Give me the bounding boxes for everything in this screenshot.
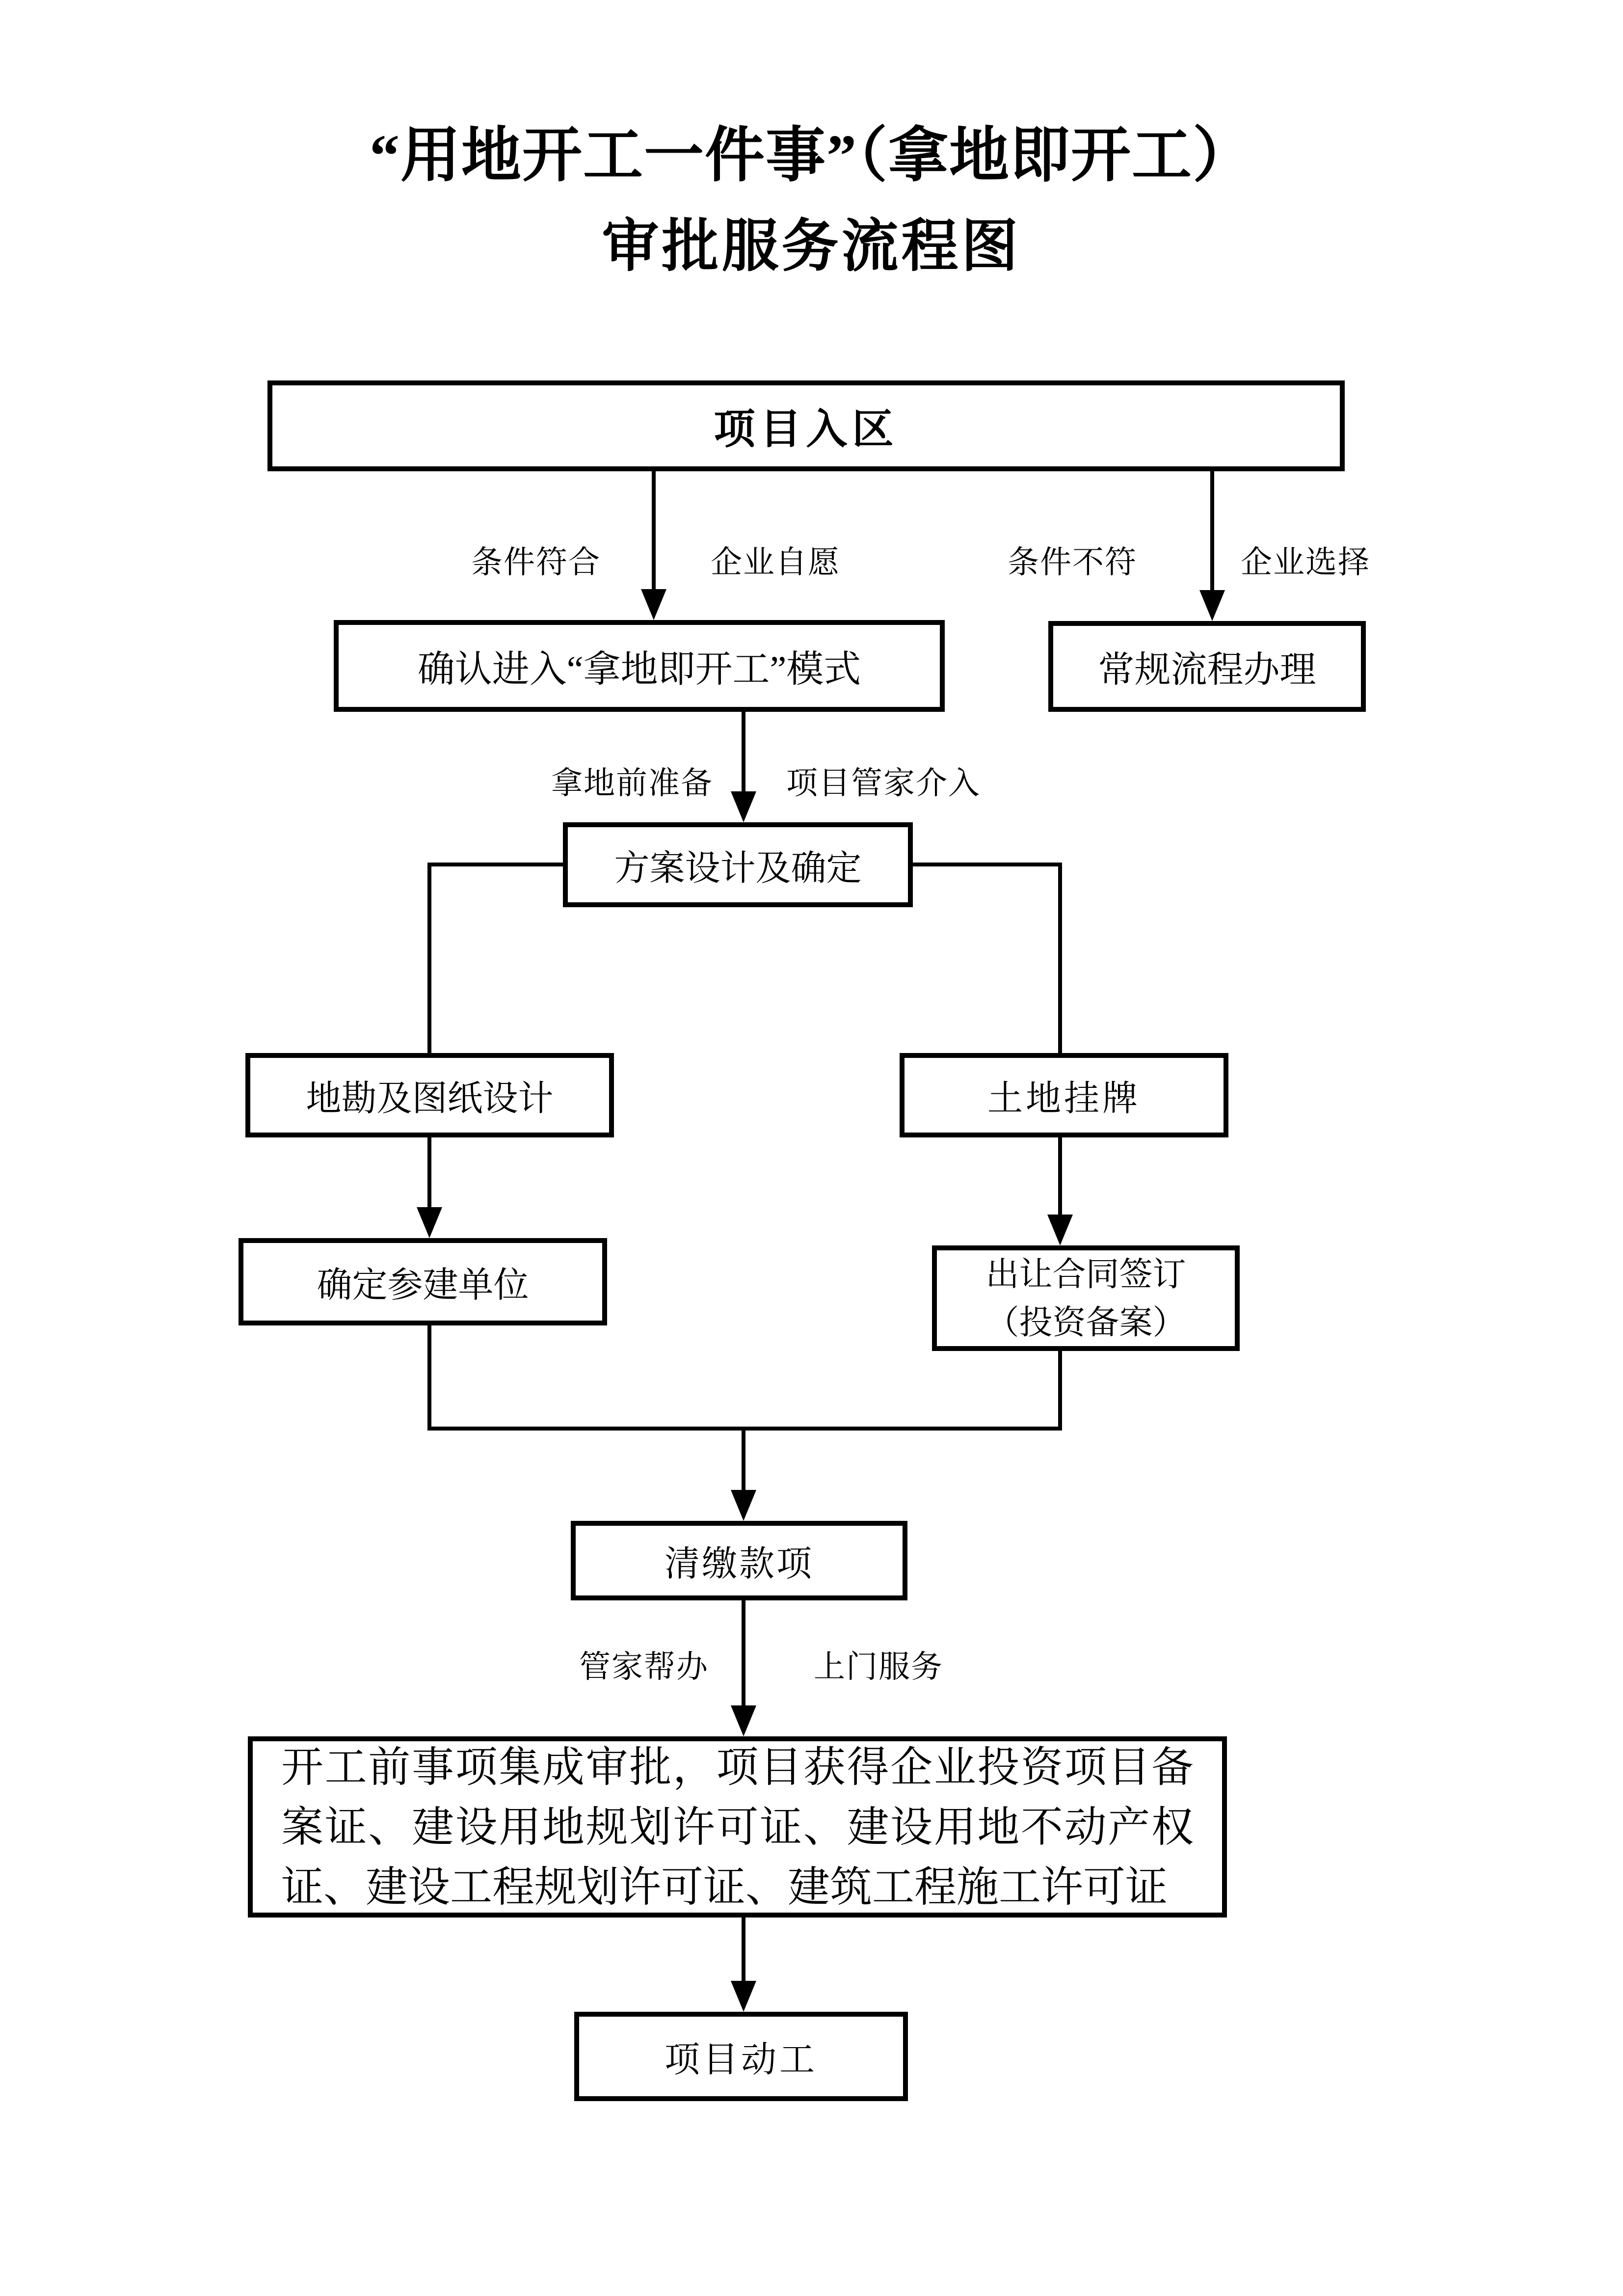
node-contract-sign-line1: 出让合同签订 (985, 1255, 1186, 1293)
node-project-start (574, 2012, 908, 2101)
node-confirm-units (239, 1238, 607, 1325)
edge-entry-to-confirm-arrowhead (641, 589, 666, 620)
edge-label-enterprise-willing: 企业自愿 (711, 545, 840, 580)
edge-label-manager-assist: 管家帮办 (579, 1649, 709, 1684)
node-survey-design-label: 地勘及图纸设计 (306, 1079, 554, 1118)
node-project-start-label: 项目动工 (664, 2040, 818, 2080)
node-project-entry (267, 380, 1345, 471)
edge-entry-to-regular-arrowhead (1199, 590, 1225, 621)
page-title-line2: 审批服务流程图 (602, 216, 1021, 278)
edge-confirm-to-scheme-arrowhead (731, 791, 756, 822)
node-survey-design (245, 1053, 614, 1137)
edge-scheme-to-survey (429, 864, 563, 1055)
node-project-entry-label: 项目入区 (714, 406, 899, 452)
edge-survey-to-units-arrowhead (417, 1207, 442, 1238)
node-pay-fees (571, 1521, 907, 1600)
node-scheme-design-label: 方案设计及确定 (614, 848, 862, 888)
edge-merge-to-fees-arrowhead (731, 1490, 756, 1521)
node-regular-process-label: 常规流程办理 (1098, 649, 1316, 690)
page-title-line1: “用地开工一件事”（拿地即开工） (370, 123, 1253, 189)
edge-label-manager-intervene: 项目管家介入 (786, 766, 981, 801)
node-confirm-mode (334, 620, 945, 712)
node-regular-process (1048, 621, 1366, 712)
node-scheme-design (563, 822, 913, 907)
node-confirm-mode-label: 确认进入“拿地即开工”模式 (417, 649, 861, 690)
node-land-listing (900, 1053, 1228, 1137)
edge-approval-to-start-arrowhead (731, 1981, 756, 2012)
node-land-listing-label: 土地挂牌 (987, 1079, 1141, 1118)
node-contract-sign (932, 1245, 1240, 1351)
edge-label-pre-land-prep: 拿地前准备 (551, 766, 713, 801)
edge-label-enterprise-choice: 企业选择 (1241, 545, 1370, 580)
node-pay-fees-label: 清缴款项 (664, 1544, 814, 1584)
edge-label-conditions-not-met: 条件不符 (1008, 545, 1137, 580)
edge-label-door-service: 上门服务 (814, 1649, 943, 1684)
node-integrated-approval (248, 1736, 1227, 1918)
node-contract-sign-label (937, 1250, 1235, 1347)
edge-scheme-to-land (913, 864, 1060, 1055)
edge-land-to-contract-arrowhead (1047, 1215, 1073, 1245)
node-confirm-units-label: 确定参建单位 (317, 1266, 529, 1305)
node-contract-sign-line2: （投资备案） (985, 1303, 1186, 1341)
node-integrated-approval-label: 开工前事项集成审批，项目获得企业投资项目备案证、建设用地规划许可证、建设用地不动产权证、建设工程规划许可证、建筑工程施工许可证 (281, 1743, 1194, 1911)
edge-fees-to-approval-arrowhead (731, 1705, 756, 1736)
edge-label-conditions-met: 条件符合 (471, 545, 601, 580)
